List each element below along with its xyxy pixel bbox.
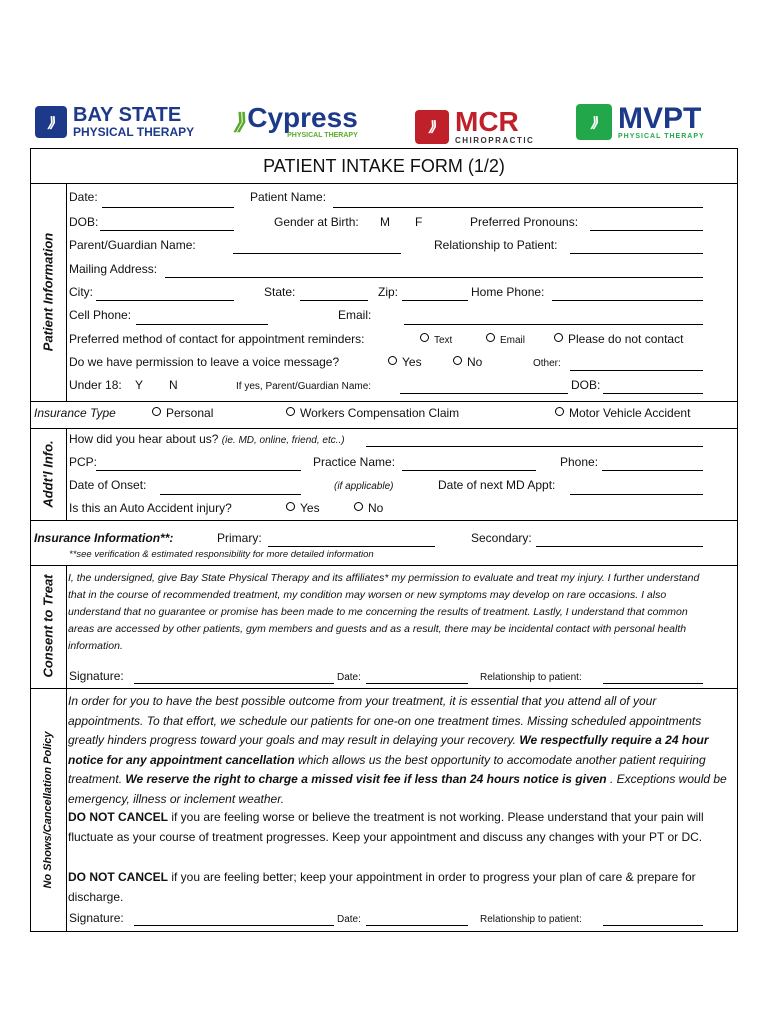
section-noshow: No Shows/Cancellation Policy xyxy=(42,731,54,889)
radio-icon xyxy=(453,356,462,365)
auto-no[interactable]: No xyxy=(354,501,383,515)
home-phone-label: Home Phone: xyxy=(471,285,545,299)
pcp-label: PCP: xyxy=(69,455,98,469)
radio-icon xyxy=(420,333,429,342)
pcp-field[interactable] xyxy=(96,470,301,471)
voicemail-no[interactable]: No xyxy=(453,355,482,369)
cell-phone-label: Cell Phone: xyxy=(69,308,132,322)
mvpt-logo-name: MVPT xyxy=(618,101,702,135)
opt-email[interactable]: Email xyxy=(486,332,525,348)
insurance-type-label: Insurance Type xyxy=(34,406,116,420)
consent-text: I, the undersigned, give Bay State Physical Therapy and its affiliates* my permission to evaluate and treat my injury. I further understand that in the course of recommended treatment, my condition may worsen or new symptoms may develop on rare occasions. I also understand that no guarantee or promise has been made to me concerning the results of treatment. Lastly, I understand that common areas are accessed by other patients, gym members and guests and as a result, there may be incidental contact with personal health information. xyxy=(68,572,700,652)
mvpt-logo xyxy=(576,101,705,140)
cypress-logo-sub: PHYSICAL THERAPY xyxy=(287,132,358,139)
ins-motor[interactable]: Motor Vehicle Accident xyxy=(555,406,690,420)
noshow-paragraph-2: DO NOT CANCEL if you are feeling worse or believe the treatment is not working. Please understand that your pain will fluctuate as your course of treatment progresses. Keep your appointment and discuss any changes with your PT or DC. xyxy=(68,810,704,844)
runner-icon: ⟫ xyxy=(576,104,612,140)
radio-icon xyxy=(486,333,495,342)
noshow-paragraph-3: DO NOT CANCEL if you are feeling better; keep your appointment in order to progress your plan of care & prepare for discharge. xyxy=(68,870,696,904)
guardian-field[interactable] xyxy=(233,253,401,254)
guardian-label: Parent/Guardian Name: xyxy=(69,238,196,252)
if-applicable-label: (if applicable) xyxy=(334,481,394,492)
cypress-logo-name: Cypress xyxy=(247,102,358,133)
phone-label: Phone: xyxy=(560,455,599,469)
patient-name-field[interactable] xyxy=(333,207,703,208)
dob2-label: DOB: xyxy=(571,378,601,392)
voicemail-yes[interactable]: Yes xyxy=(388,355,422,369)
form-title: PATIENT INTAKE FORM (1/2) xyxy=(263,156,505,176)
sig2-date-field[interactable] xyxy=(366,925,468,926)
baystate-logo-line2: PHYSICAL THERAPY xyxy=(73,125,195,139)
auto-label: Is this an Auto Accident injury? xyxy=(69,501,232,515)
pronouns-label: Preferred Pronouns: xyxy=(470,215,579,229)
if-yes-field[interactable] xyxy=(400,393,568,394)
section-addtl-info: Addt'l Info. xyxy=(40,440,56,508)
signature-field[interactable] xyxy=(134,683,334,684)
primary-field[interactable] xyxy=(268,546,435,547)
sig2-rel-field[interactable] xyxy=(603,925,703,926)
under18-n[interactable]: N xyxy=(169,378,178,392)
next-md-label: Date of next MD Appt: xyxy=(438,478,556,492)
mvpt-logo-sub: PHYSICAL THERAPY xyxy=(618,132,705,140)
radio-icon xyxy=(152,407,161,416)
baystate-logo-line1: BAY STATE xyxy=(73,104,182,126)
runner-icon: ⟫ xyxy=(415,110,449,144)
phone-field[interactable] xyxy=(602,470,703,471)
relationship-label: Relationship to Patient: xyxy=(434,238,558,252)
gender-label: Gender at Birth: xyxy=(274,215,359,229)
ins-info-label: Insurance Information**: xyxy=(34,531,174,545)
secondary-label: Secondary: xyxy=(471,531,532,545)
under18-label: Under 18: xyxy=(69,378,122,392)
email-label: Email: xyxy=(338,308,372,322)
under18-y[interactable]: Y xyxy=(135,378,144,392)
radio-icon xyxy=(286,407,295,416)
date-label: Date: xyxy=(69,190,98,204)
zip-field[interactable] xyxy=(402,300,468,301)
dob-label: DOB: xyxy=(69,215,99,229)
signature2-label: Signature: xyxy=(69,911,124,925)
patient-name-label: Patient Name: xyxy=(250,190,327,204)
city-field[interactable] xyxy=(96,300,234,301)
home-phone-field[interactable] xyxy=(552,300,703,301)
onset-field[interactable] xyxy=(160,494,301,495)
mcr-logo xyxy=(415,108,534,145)
voicemail-label: Do we have permission to leave a voice message? xyxy=(69,355,340,369)
opt-no-contact[interactable]: Please do not contact xyxy=(554,332,683,346)
practice-field[interactable] xyxy=(402,470,536,471)
contact-method-label: Preferred method of contact for appointment reminders: xyxy=(69,332,365,346)
auto-yes[interactable]: Yes xyxy=(286,501,320,515)
section-patient-info: Patient Information xyxy=(40,232,56,352)
gender-f[interactable]: F xyxy=(415,215,423,229)
ins-note: **see verification & estimated responsibility for more detailed information xyxy=(69,549,374,560)
dob-field[interactable] xyxy=(100,230,234,231)
ins-workers[interactable]: Workers Compensation Claim xyxy=(286,406,459,420)
onset-label: Date of Onset: xyxy=(69,478,147,492)
email-field[interactable] xyxy=(404,324,703,325)
sig-date-field[interactable] xyxy=(366,683,468,684)
practice-label: Practice Name: xyxy=(313,455,396,469)
sig2-date-label: Date: xyxy=(337,914,361,925)
state-label: State: xyxy=(264,285,296,299)
radio-icon xyxy=(554,333,563,342)
mcr-logo-sub: CHIROPRACTIC xyxy=(455,136,535,145)
cypress-logo xyxy=(233,104,358,139)
other-field[interactable] xyxy=(570,370,703,371)
hear-about-label: How did you hear about us? (ie. MD, online, friend, etc..) xyxy=(69,432,345,446)
mcr-logo-name: MCR xyxy=(455,106,519,137)
cell-phone-field[interactable] xyxy=(136,324,268,325)
primary-label: Primary: xyxy=(217,531,262,545)
baystate-logo xyxy=(35,105,194,139)
runner-icon: ⟫ xyxy=(35,106,67,138)
signature2-field[interactable] xyxy=(134,925,334,926)
opt-text[interactable]: Text xyxy=(420,332,452,348)
zip-label: Zip: xyxy=(378,285,399,299)
relationship-field[interactable] xyxy=(570,253,703,254)
runner-icon: ⟫ xyxy=(233,108,246,134)
sig2-rel-label: Relationship to patient: xyxy=(480,914,582,925)
noshow-paragraph-1: In order for you to have the best possible outcome from your treatment, it is essential that you attend all of your appointments. To that effort, we schedule our patients for one-on one treatment times. Missing scheduled appointments greatly hinders progress toward your goals and may result in delaying your recovery. We respectfully require a 24 hour notice for any appointment cancellation which allows us the best opportunity to accomodate another patient requiring treatment. We reserve the right to charge a missed visit fee if less than 24 hours notice is given . Exceptions would be emergency, illness or inclement weather. xyxy=(68,694,727,806)
state-field[interactable] xyxy=(300,300,368,301)
if-yes-label: If yes, Parent/Guardian Name: xyxy=(236,381,372,392)
hear-about-field[interactable] xyxy=(366,446,703,447)
sig-rel-field[interactable] xyxy=(603,683,703,684)
pronouns-field[interactable] xyxy=(590,230,703,231)
radio-icon xyxy=(354,502,363,511)
date-field[interactable] xyxy=(102,207,234,208)
radio-icon xyxy=(388,356,397,365)
other-label: Other: xyxy=(533,358,561,369)
mailing-label: Mailing Address: xyxy=(69,262,158,276)
radio-icon xyxy=(286,502,295,511)
signature-label: Signature: xyxy=(69,669,124,683)
radio-icon xyxy=(555,407,564,416)
dob2-field[interactable] xyxy=(603,393,703,394)
sig-rel-label: Relationship to patient: xyxy=(480,672,582,683)
sig-date-label: Date: xyxy=(337,672,361,683)
secondary-field[interactable] xyxy=(536,546,703,547)
next-md-field[interactable] xyxy=(570,494,703,495)
section-consent: Consent to Treat xyxy=(40,574,56,678)
gender-m[interactable]: M xyxy=(380,215,390,229)
mailing-field[interactable] xyxy=(165,277,703,278)
ins-personal[interactable]: Personal xyxy=(152,406,213,420)
city-label: City: xyxy=(69,285,93,299)
